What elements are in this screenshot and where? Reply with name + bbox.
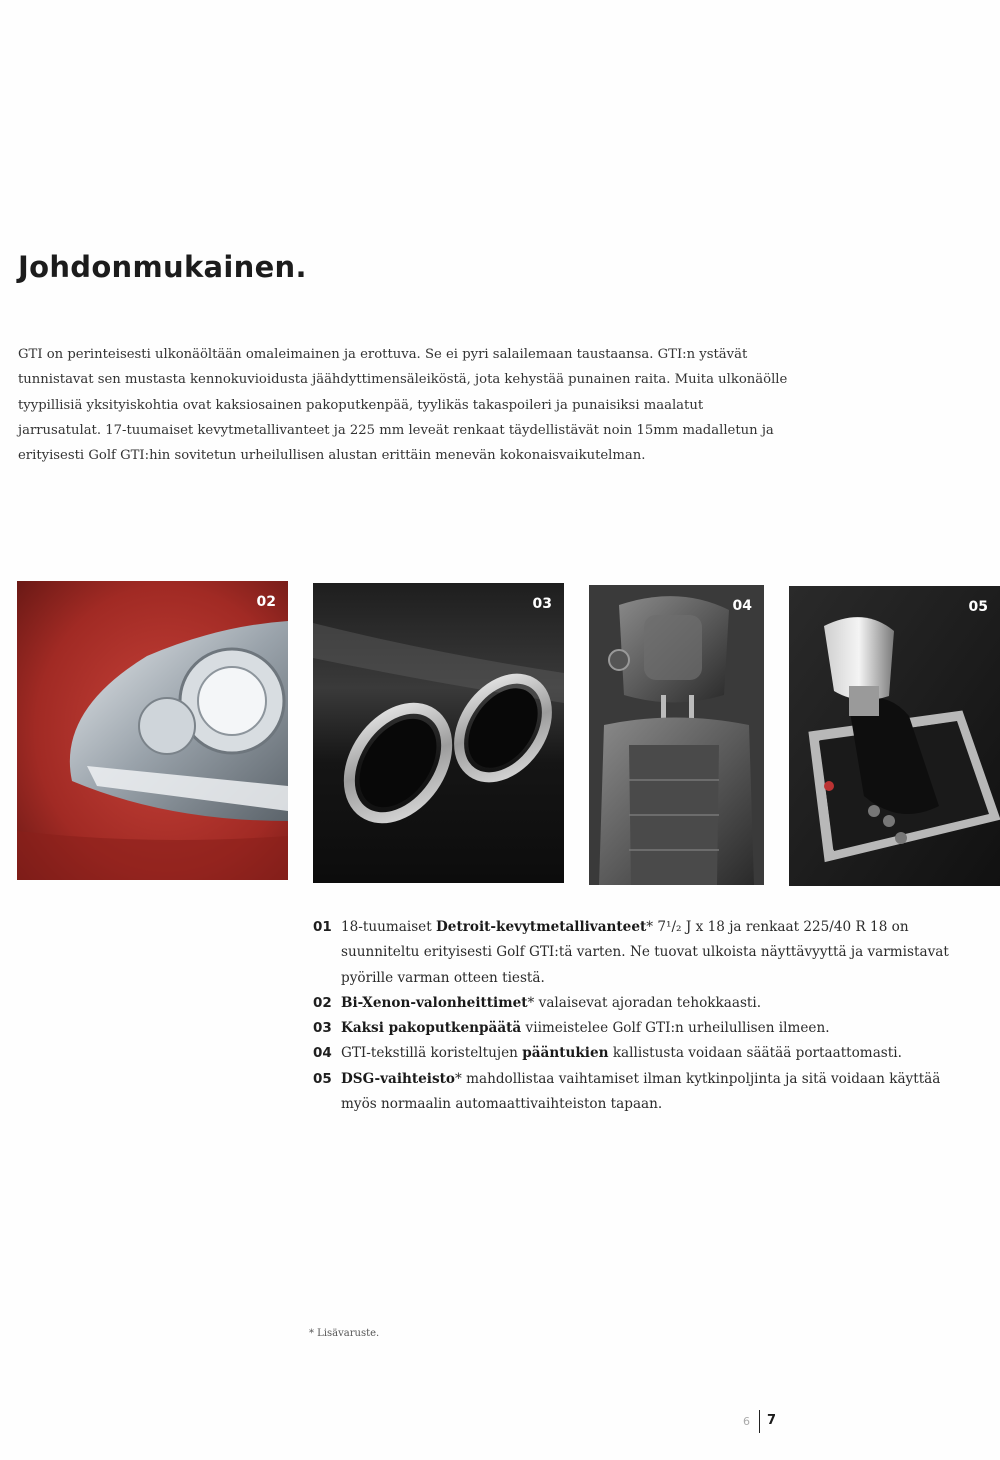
caption-highlight: Kaksi pakoputkenpäätä	[341, 1020, 522, 1037]
intro-paragraph: GTI on perinteisesti ulkonäöltään omaleimainen ja erottuva. Se ei pyri salailemaan taustaansa. GTI:n ystävät tunnistavat sen mustasta kennokuvioidusta jäähdyttimensäleiköstä, jota kehystää punainen raita. Muita ulkonäölle tyypillisiä yksityiskohtia ovat kaksiosainen pakoputkenpää, tyylikäs takaspoileri ja punaisiksi maalatut jarrusatulat. 17-tuumaiset kevytmetallivanteet ja 225 mm leveät renkaat täydellistävät noin 15mm madalletun ja erityisesti Golf GTI:hin sovitetun urheilullisen alustan erittäin menevän kokonaisvaikutelman.	[18, 347, 788, 464]
caption-text: viimeistelee Golf GTI:n urheilullisen ilmeen.	[521, 1020, 830, 1037]
page-number-left: 6	[743, 1415, 750, 1428]
caption-text: 18-tuumaiset	[341, 919, 437, 935]
page-number-divider	[759, 1410, 760, 1433]
caption-list	[313, 915, 953, 1117]
caption-number: 03	[313, 1020, 332, 1037]
page-number-right: 7	[767, 1413, 777, 1428]
caption-text: * mahdollistaa vaihtamiset ilman kytkinpoljinta ja sitä voidaan käyttää myös normaalin automaattivaihteiston tapaan.	[341, 1070, 941, 1113]
caption-item	[313, 1041, 953, 1066]
footnote: * Lisävaruste.	[309, 1328, 380, 1339]
caption-text: GTI-tekstillä koristeltujen	[341, 1045, 523, 1062]
caption-text: * valaisevat ajoradan tehokkaasti.	[527, 994, 762, 1011]
page-heading: Johdonmukainen.	[18, 250, 307, 284]
caption-number: 02	[313, 994, 332, 1011]
caption-highlight: Bi-Xenon-valonheittimet	[341, 994, 528, 1011]
caption-highlight: Detroit-kevytmetallivanteet	[436, 919, 647, 935]
caption-number: 05	[313, 1070, 332, 1087]
caption-highlight: pääntukien	[522, 1045, 609, 1062]
photo-number-03: 03	[532, 596, 552, 612]
seat-headrest-photo	[589, 585, 764, 885]
exhaust-tips-photo	[313, 583, 564, 883]
photo-number-02: 02	[256, 594, 276, 610]
photo-number-05: 05	[968, 599, 988, 615]
caption-text: kallistusta voidaan säätää portaattomasti.	[608, 1045, 902, 1062]
headlight-photo	[17, 581, 288, 880]
photo-number-04: 04	[732, 598, 752, 614]
caption-item	[313, 991, 953, 1016]
caption-item	[313, 915, 953, 991]
caption-number: 01	[313, 919, 332, 935]
caption-item	[313, 1016, 953, 1041]
caption-number: 04	[313, 1045, 332, 1062]
caption-text: * 7¹/₂ J x 18 ja renkaat 225/40 R 18 on suunniteltu erityisesti Golf GTI:tä varten. Ne tuovat ulkoista näyttävyyttä ja varmistavat pyörille varman otteen tiestä.	[341, 919, 949, 986]
caption-item	[313, 1067, 953, 1118]
caption-highlight: DSG-vaihteisto	[341, 1070, 455, 1087]
dsg-gear-shifter-photo	[789, 586, 1000, 886]
